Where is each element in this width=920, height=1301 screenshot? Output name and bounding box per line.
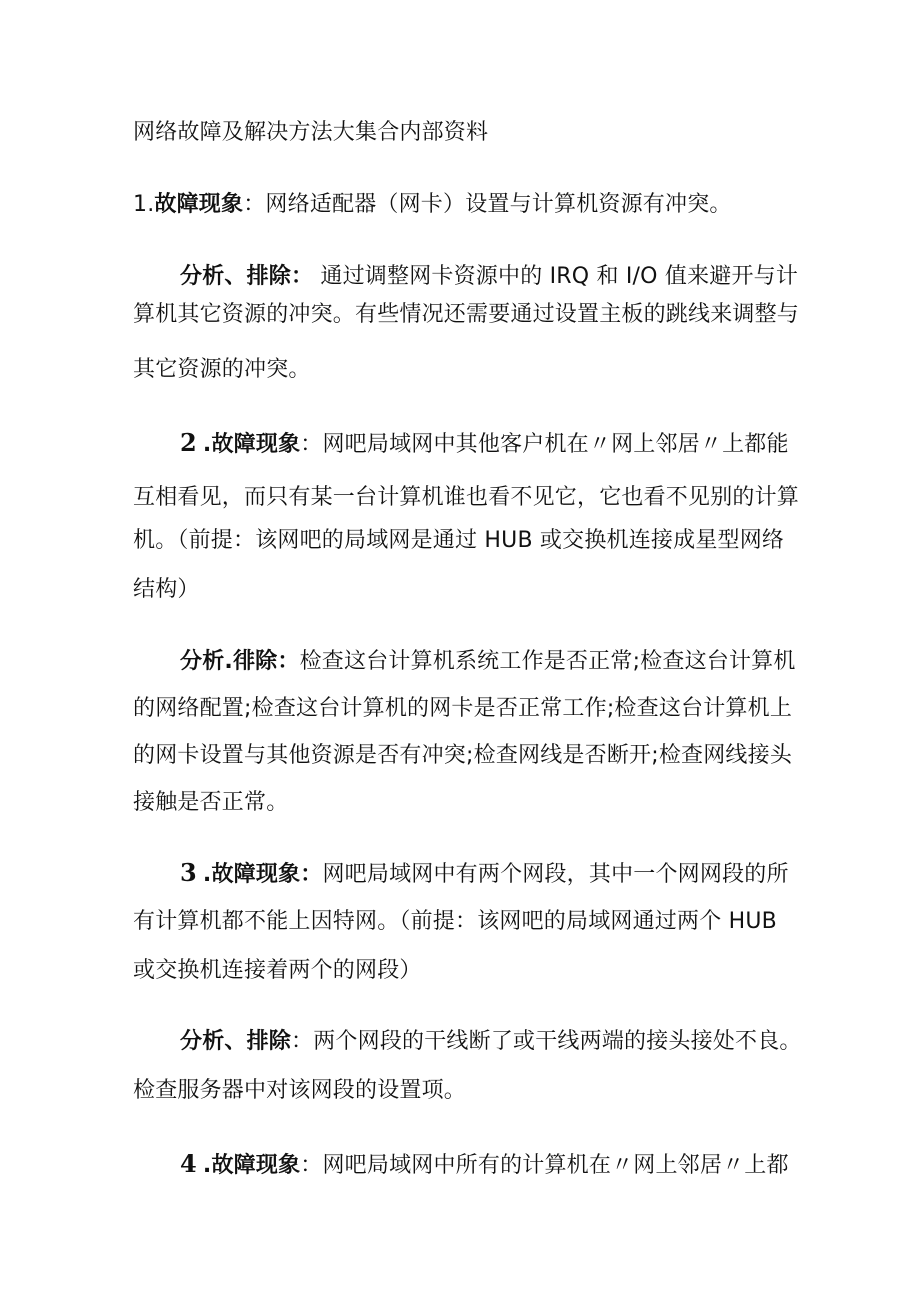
symptom-label: 故障现象 bbox=[154, 192, 244, 217]
analysis-line: 算机其它资源的冲突。有些情况还需要通过设置主板的跳线来调整与 bbox=[133, 302, 800, 327]
symptom-line: 或交换机连接着两个的网段） bbox=[133, 958, 422, 983]
document-title: 网络故障及解决方法大集合内部资料 bbox=[133, 120, 489, 145]
section-1-symptom bbox=[133, 190, 732, 220]
section-number: 4 bbox=[180, 1149, 197, 1178]
symptom-label: .故障现象 bbox=[202, 432, 301, 457]
symptom-label: .故障现象： bbox=[202, 862, 323, 887]
section-number: 3 bbox=[180, 858, 197, 887]
analysis-line: 其它资源的冲突。 bbox=[133, 357, 311, 382]
analysis-label: 分析、排除： bbox=[180, 264, 314, 289]
analysis-line: 检查这台计算机系统工作是否正常;检查这台计算机 bbox=[299, 649, 796, 674]
section-2-analysis bbox=[180, 647, 796, 677]
analysis-line: ：两个网段的干线断了或干线两端的接头接处不良。 bbox=[291, 1029, 802, 1054]
symptom-line: 有计算机都不能上因特网。（前提：该网吧的局域网通过两个 HUB bbox=[133, 909, 777, 934]
analysis-line: 通过调整网卡资源中的 IRQ 和 I/O 值来避开与计 bbox=[313, 264, 799, 289]
analysis-line: 的网卡设置与其他资源是否有冲突;检查网线是否断开;检查网线接头 bbox=[133, 743, 793, 768]
symptom-line: 结构） bbox=[133, 577, 200, 602]
symptom-line: 机。（前提：该网吧的局域网是通过 HUB 或交换机连接成星型网络 bbox=[133, 528, 785, 553]
analysis-line: 检查服务器中对该网段的设置项。 bbox=[133, 1078, 467, 1103]
analysis-line: 的网络配置;检查这台计算机的网卡是否正常工作;检查这台计算机上 bbox=[133, 696, 793, 721]
section-3-symptom bbox=[180, 858, 789, 890]
analysis-line: 接触是否正常。 bbox=[133, 790, 289, 815]
section-3-analysis bbox=[180, 1027, 802, 1057]
symptom-line: 网吧局域网中有两个网段，其中一个网网段的所 bbox=[322, 862, 789, 887]
section-4-symptom bbox=[180, 1149, 789, 1181]
symptom-line: ：网吧局域网中其他客户机在〃网上邻居〃上都能 bbox=[300, 432, 789, 457]
section-2-symptom bbox=[180, 428, 789, 460]
symptom-text: ：网络适配器（网卡）设置与计算机资源有冲突。 bbox=[243, 192, 732, 217]
symptom-label: .故障现象 bbox=[202, 1153, 301, 1178]
symptom-line: 互相看见，而只有某一台计算机谁也看不见它，它也看不见别的计算 bbox=[133, 485, 800, 510]
section-number: 2 bbox=[180, 428, 197, 457]
symptom-line: ：网吧局域网中所有的计算机在〃网上邻居〃上都 bbox=[300, 1153, 789, 1178]
analysis-label: 分析.徘除： bbox=[180, 649, 300, 674]
section-1-analysis bbox=[180, 262, 798, 292]
analysis-label: 分析、排除 bbox=[180, 1029, 292, 1054]
section-number: 1. bbox=[133, 192, 155, 217]
